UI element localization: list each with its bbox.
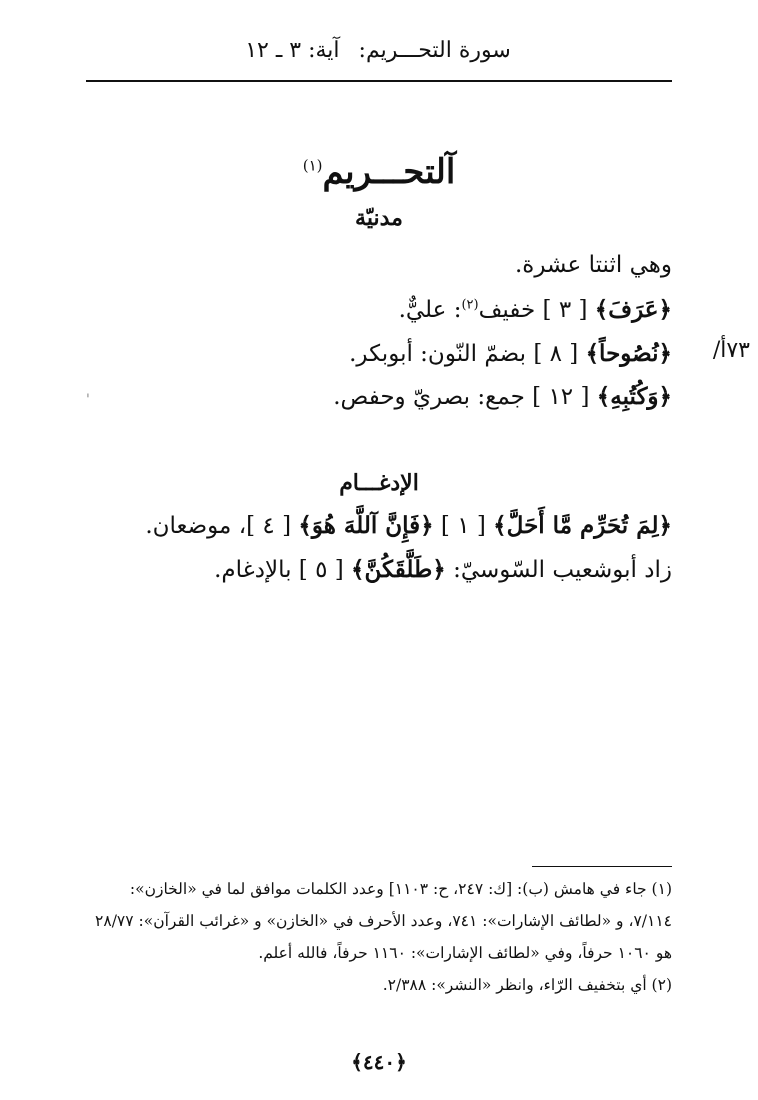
surah-title-footnote-ref: (١) [302,156,323,175]
reading-text: زاد أبوشعيب السّوسيّ: [445,557,672,583]
reading-line-nasuha [60,340,672,367]
footnote-rule [532,866,672,867]
reading-text: [ ٨ ] بضمّ النّون: أبوبكر. [349,341,586,367]
running-header [110,38,646,74]
quran-word: ﴿نُصُوحاً﴾ [585,340,672,367]
reading-text: [ ١٢ ] جمع: بصريّ وحفص. [333,384,597,410]
section-heading: الإدغـــام [339,470,419,496]
surah-type: مدنيّة [355,205,403,231]
reading-line-kutubihi [60,383,672,410]
quran-word: ﴿عَرَفَ﴾ [594,296,672,323]
reading-text: [ ٤ ]، موضعان. [145,513,299,539]
footnote-ref: (٢) [461,297,479,313]
reading-line-arafa [60,296,672,323]
header-rule [86,80,672,82]
footnote-1-line-1: (١) جاء في هامش (ب): [ك: ٢٤٧، ح: ١١٠٣] وعدد الكلمات موافق لما في «الخازن»: [129,880,672,898]
surah-title [0,152,758,192]
surah-title-text: آلتحـــريم [322,152,456,192]
quran-phrase: ﴿فَإِنَّ آللَّهَ هُوَ﴾ [298,512,434,539]
reading-text: [ ٥ ] بالإدغام. [214,557,352,583]
reading-text: [ ١ ] [433,513,494,539]
reading-text: : عليٌّ. [398,297,462,323]
running-header-surah: سورة التحـــريم: [358,38,511,63]
footnote-1-line-2: ٧/١١٤، و «لطائف الإشارات»: ٧٤١، وعدد الأحرف في «الخازن» و «غرائب القرآن»: ٢٨/٧٧ [95,912,672,930]
verse-count-line: وهي اثنتا عشرة. [514,252,672,278]
running-header-ayah: آية: ٣ ـ ١٢ [245,38,340,63]
quran-word: ﴿طَلَّقَكُنَّ﴾ [351,556,446,583]
quran-word: ﴿وَكُتُبِهِ﴾ [596,383,672,410]
reading-text: [ ٣ ] خفيف [478,297,595,323]
manuscript-folio-note: /٧٣أ [712,338,750,363]
footnote-1-line-3: هو ١٠٦٠ حرفاً، وفي «لطائف الإشارات»: ١١٦٠ حرفاً، فالله أعلم. [258,944,672,962]
idgham-line-1 [60,512,672,539]
footnote-2: (٢) أي بتخفيف الرّاء، وانظر «النشر»: ٢/٣٨٨. [382,976,672,994]
page-number: ﴿٤٤٠﴾ [351,1050,407,1074]
idgham-line-2 [60,556,672,583]
stray-mark: ' [86,392,90,408]
quran-phrase: ﴿لِمَ تُحَرِّم مَّا أَحَلَّ﴾ [493,512,672,539]
